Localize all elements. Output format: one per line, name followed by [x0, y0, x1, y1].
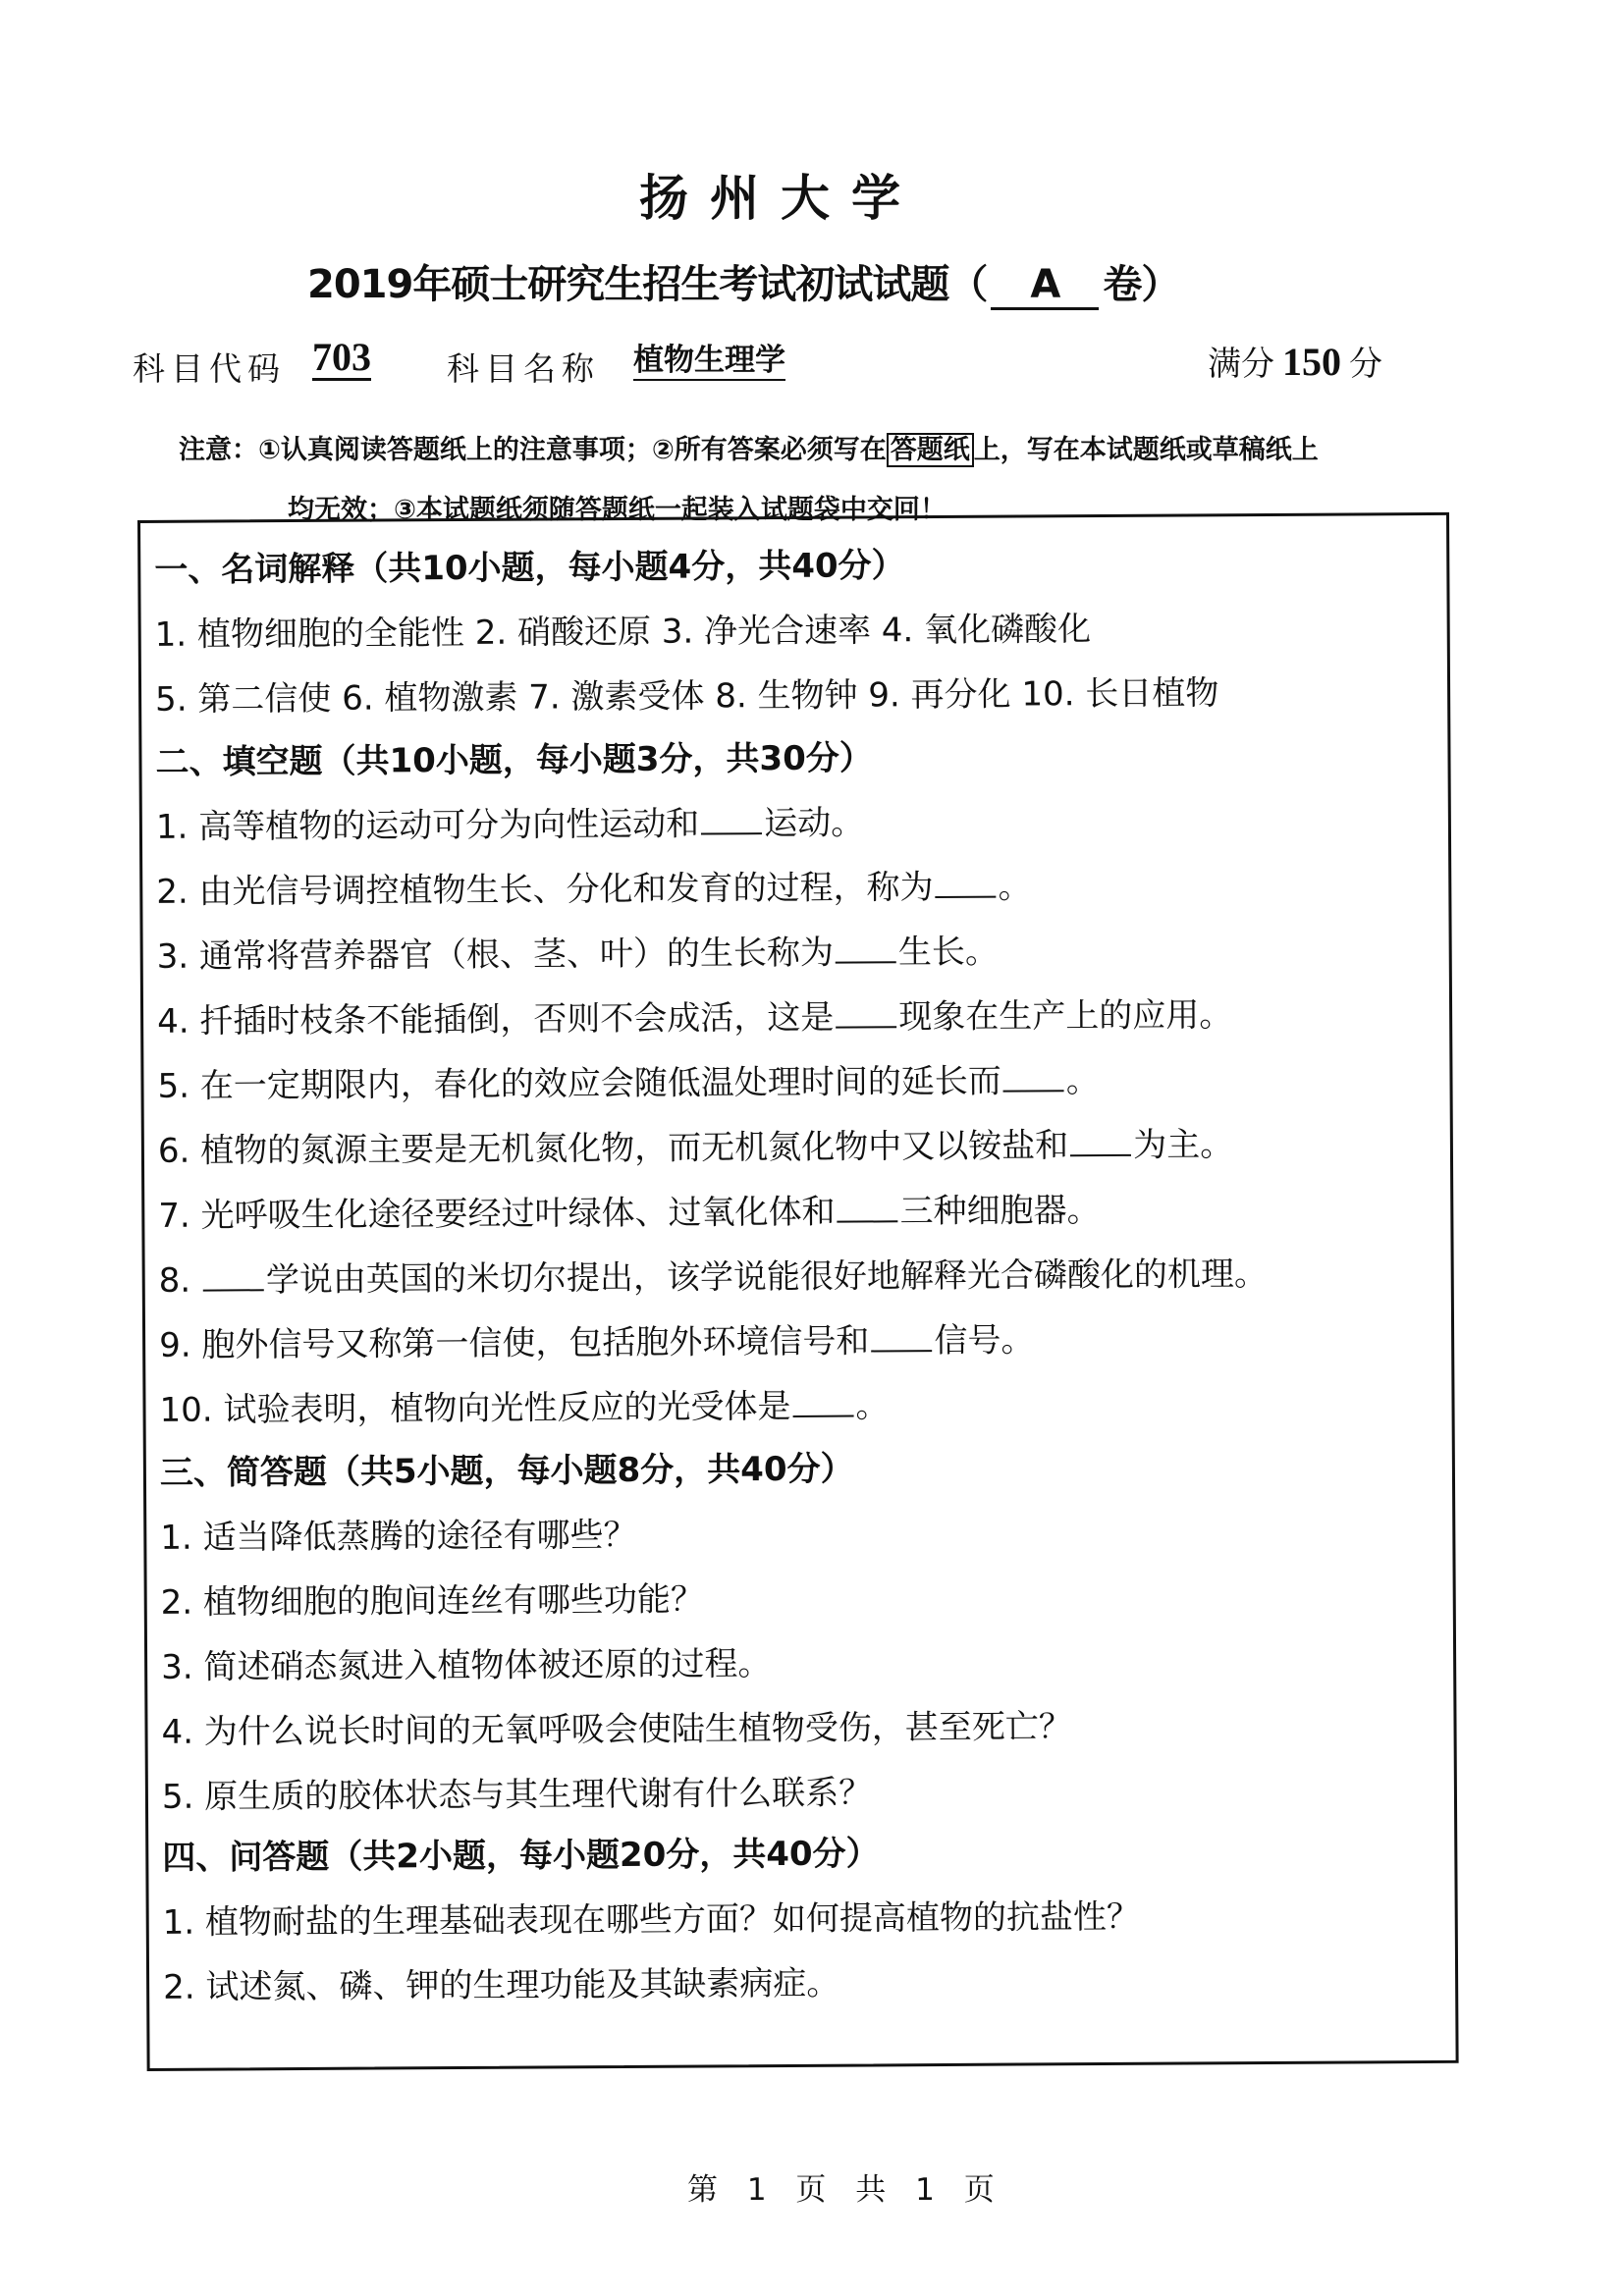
answer-blank: [871, 1316, 932, 1352]
item-text: 为主。: [1133, 1125, 1234, 1165]
fill-blank-item: [157, 1053, 1100, 1107]
fill-blank-item: [159, 1378, 889, 1431]
answer-blank: [837, 1187, 897, 1222]
item-text: 。: [1065, 1061, 1100, 1101]
item-text: 7. 光呼吸生化途径要经过叶绿体、过氧化体和: [158, 1192, 836, 1236]
full-score-label: 满分: [1208, 345, 1274, 384]
answer-blank: [203, 1255, 264, 1291]
essay-item: 2. 试述氮、磷、钾的生理功能及其缺素病症。: [163, 1963, 840, 2007]
item-text: 1. 高等植物的运动可分为向性运动和: [155, 804, 700, 847]
item-text: 2. 由光信号调控植物生长、分化和发育的过程，称为: [156, 868, 934, 912]
subject-name-label: 科目名称: [447, 349, 600, 388]
item-text: 8.: [158, 1260, 202, 1301]
item-text: 3. 通常将营养器官（根、茎、叶）的生长称为: [156, 933, 835, 977]
essay-item: 1. 植物耐盐的生理基础表现在哪些方面？如何提高植物的抗盐性？: [162, 1896, 1141, 1943]
item-text: 。: [855, 1386, 890, 1426]
full-score-value: 150: [1282, 340, 1341, 384]
item-text: 5. 在一定期限内，春化的效应会随低温处理时间的延长而: [157, 1061, 1001, 1106]
notice-text-b: 上，写在本试题纸或草稿纸上: [973, 435, 1319, 465]
item-text: 6. 植物的氮源主要是无机氮化物，而无机氮化物中又以铵盐和: [157, 1126, 1069, 1171]
fill-blank-item: [158, 1117, 1234, 1172]
short-answer-item: 5. 原生质的胶体状态与其生理代谢有什么联系？: [161, 1773, 873, 1817]
full-score: [1208, 337, 1382, 385]
short-answer-item: 4. 为什么说长时间的无氧呼吸会使陆生植物受伤，甚至死亡？: [161, 1707, 1072, 1752]
notice-line-1: [179, 428, 1319, 466]
fill-blank-item: [159, 1247, 1269, 1302]
fill-blank-item: [156, 795, 865, 847]
section-2-heading: 二、填空题（共10小题，每小题3分，共30分）: [155, 738, 873, 782]
answer-blank: [792, 1382, 853, 1417]
section-1-line: 1. 植物细胞的全能性 2. 硝酸还原 3. 净光合速率 4. 氧化磷酸化: [154, 610, 1092, 655]
item-text: 10. 试验表明，植物向光性反应的光受体是: [159, 1386, 791, 1430]
item-text: 学说由英国的米切尔提出，该学说能很好地解释光合磷酸化的机理。: [265, 1254, 1269, 1301]
answer-blank: [836, 992, 896, 1028]
exam-title-prefix: 2019年硕士研究生招生考试初试试题（: [307, 262, 988, 307]
page-number: 第 1 页 共 1 页: [687, 2172, 1004, 2208]
paper-type: A: [991, 262, 1099, 310]
short-answer-item: 2. 植物细胞的胞间连丝有哪些功能？: [160, 1579, 705, 1623]
exam-title: [307, 253, 1179, 310]
section-4-heading: 四、问答题（共2小题，每小题20分，共40分）: [162, 1834, 880, 1878]
answer-blank: [935, 863, 996, 898]
item-text: 。: [998, 867, 1032, 907]
fill-blank-item: [157, 988, 1233, 1042]
subject-name: 植物生理学: [633, 344, 785, 381]
subject-code-label: 科目代码: [133, 349, 286, 388]
full-score-unit: 分: [1349, 345, 1382, 384]
fill-blank-item: [159, 1312, 1035, 1365]
item-text: 三种细胞器。: [899, 1191, 1101, 1232]
item-text: 4. 扦插时枝条不能插倒，否则不会成活，这是: [156, 997, 835, 1041]
fill-blank-item: [156, 859, 1032, 912]
short-answer-item: 3. 简述硝态氮进入植物体被还原的过程。: [161, 1644, 772, 1687]
answer-blank: [701, 799, 762, 834]
answer-blank: [836, 928, 896, 963]
answer-sheet-boxed: 答题纸: [887, 433, 974, 467]
section-1-line: 5. 第二信使 6. 植物激素 7. 激素受体 8. 生物钟 9. 再分化 10. 长日植物: [154, 673, 1219, 720]
item-text: 信号。: [934, 1320, 1035, 1362]
answer-blank: [1070, 1121, 1131, 1156]
item-text: 9. 胞外信号又称第一信使，包括胞外环境信号和: [159, 1321, 870, 1365]
item-text: 运动。: [764, 803, 865, 844]
notice-label: 注意：: [179, 435, 258, 465]
university-title: 扬州大学: [639, 170, 922, 227]
exam-title-suffix: 卷）: [1103, 262, 1180, 307]
item-text: 生长。: [897, 932, 1000, 973]
section-1-heading: 一、名词解释（共10小题，每小题4分，共40分）: [154, 546, 905, 590]
answer-blank: [1003, 1056, 1064, 1092]
item-text: 现象在生产上的应用。: [898, 995, 1233, 1038]
notice-text-a: ①认真阅读答题纸上的注意事项；②所有答案必须写在: [258, 435, 887, 465]
fill-blank-item: [157, 925, 1000, 978]
short-answer-item: 1. 适当降低蒸腾的途径有哪些？: [160, 1515, 637, 1558]
fill-blank-item: [158, 1183, 1101, 1237]
notice-line-2: 均无效；③本试题纸须随答题纸一起装入试题袋中交回！: [288, 495, 947, 525]
section-3-heading: 三、简答题（共5小题，每小题8分，共40分）: [159, 1449, 854, 1493]
question-box: [137, 512, 1459, 2071]
subject-code: 703: [312, 335, 371, 379]
